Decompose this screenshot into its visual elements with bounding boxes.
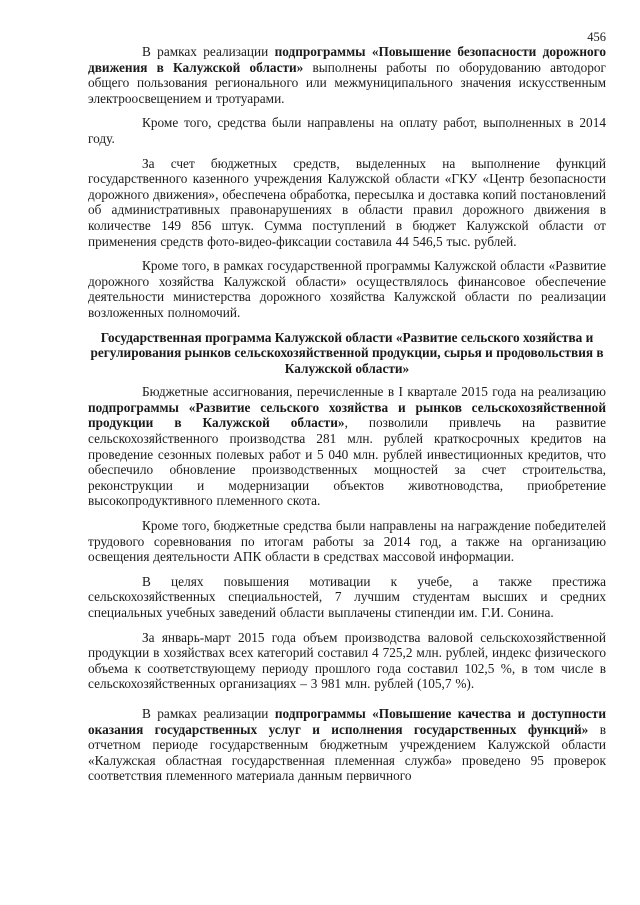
document-body bbox=[88, 44, 606, 793]
paragraph-road-safety: В рамках реализации подпрограммы «Повышение безопасности дорожного движения в Калужской области» выполнены работы по оборудованию автодорог общего пользования регионального или межмуниципального значения искусственным электроосвещением и тротуарами. bbox=[88, 44, 606, 106]
paragraph-road-ministry: Кроме того, в рамках государственной программы Калужской области «Развитие дорожного хозяйства Калужской области» осуществлялось финансовое обеспечение деятельности министерства дорожного хозяйства Калужской области по реализации возложенных полномочий. bbox=[88, 258, 606, 320]
paragraph-public-services: В рамках реализации подпрограммы «Повышение качества и доступности оказания государственных услуг и исполнения государственных функций» в отчетном периоде государственным бюджетным учреждением Калужской области «Калужская областная государственная племенная служба» проведено 95 проверок соответствия племенного материала данным первичного bbox=[88, 705, 606, 784]
paragraph-awards: Кроме того, бюджетные средства были направлены на награждение победителей трудового соревнования по итогам работы за 2014 год, а также на организацию освещения деятельности АПК области в средствах массовой информации. bbox=[88, 518, 606, 565]
page-number: 456 bbox=[587, 30, 606, 44]
section-heading: Государственная программа Калужской области «Развитие сельского хозяйства и регулирования рынков сельскохозяйственной продукции, сырья и продовольствия в Калужской области» bbox=[90, 329, 604, 376]
paragraph-production-volume: За январь-март 2015 года объем производства валовой сельскохозяйственной продукции в хозяйствах всех категорий составил 4 725,2 млн. рублей, индекс физического объема к соответствующему периоду прошлого года составил 102,5 %, в том числе в сельскохозяйственных организациях – 3 981 млн. рублей (105,7 %). bbox=[88, 629, 606, 692]
paragraph-payment-2014: Кроме того, средства были направлены на оплату работ, выполненных в 2014 году. bbox=[88, 115, 606, 146]
paragraph-agri-credits: Бюджетные ассигнования, перечисленные в I квартале 2015 года на реализацию подпрограммы «Развитие сельского хозяйства и рынков сельскохозяйственной продукции в Калужской области», позволили привлечь на развитие сельскохозяйственного производства 281 млн. рублей краткосрочных кредитов на проведение сезонных полевых работ и 5 040 млн. рублей инвестиционных кредитов, что обеспечило обновление производственных мощностей за счет строительства, реконструкции и модернизации объектов животноводства, приобретение высокопродуктивного племенного скота. bbox=[88, 384, 606, 509]
paragraph-budget-funds: За счет бюджетных средств, выделенных на выполнение функций государственного казенного учреждения Калужской области «ГКУ «Центр безопасности дорожного движения», обеспечена обработка, пересылка и доставка копий постановлений об административных правонарушениях в области правил дорожного движения в количестве 149 856 штук. Сумма поступлений в бюджет Калужской области от применения средств фото-видео-фиксации составила 44 546,5 тыс. рублей. bbox=[88, 155, 606, 249]
paragraph-scholarships: В целях повышения мотивации к учебе, а также престижа сельскохозяйственных специальностей, 7 лучшим студентам высших и средних специальных учебных заведений области выплачены стипендии им. Г.И. Сонина. bbox=[88, 573, 606, 620]
